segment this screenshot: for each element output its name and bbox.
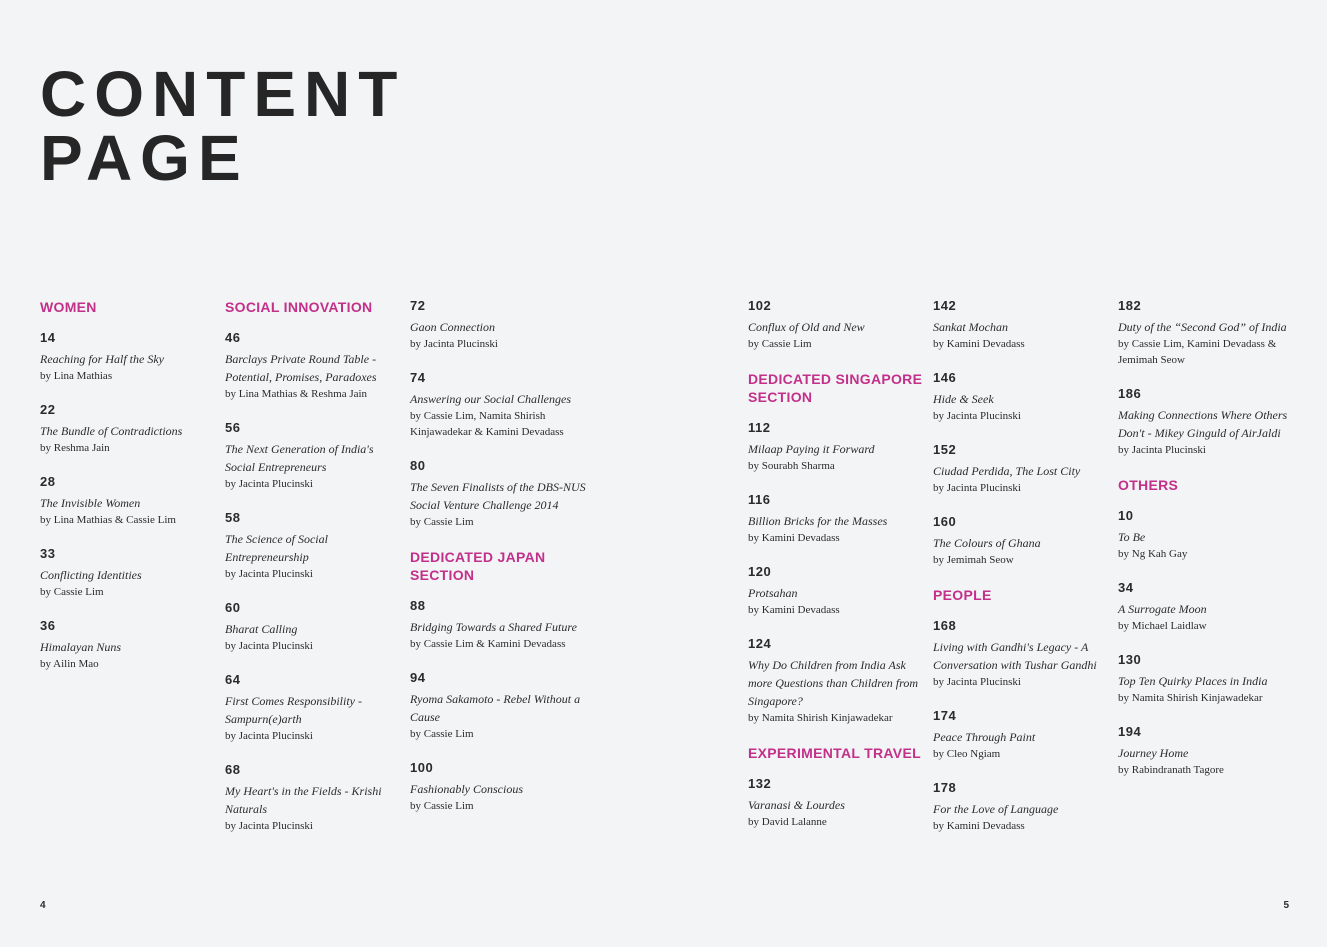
entry-title[interactable]: The Science of Social Entrepreneurship: [225, 532, 328, 564]
entry-author: by Jacinta Plucinski: [225, 820, 313, 832]
toc-column-2: [225, 298, 405, 852]
entry-author: by Jemimah Seow: [933, 554, 1014, 566]
toc-entry[interactable]: [225, 762, 405, 834]
entry-title[interactable]: Ryoma Sakamoto - Rebel Without a Cause: [410, 692, 581, 724]
toc-entry[interactable]: [40, 330, 220, 384]
entry-title[interactable]: Billion Bricks for the Masses: [748, 514, 888, 528]
entry-page-number: 112: [748, 420, 771, 435]
entry-author: by Jacinta Plucinski: [410, 338, 498, 350]
entry-title[interactable]: Duty of the “Second God” of India: [1118, 320, 1287, 334]
toc-entry[interactable]: [410, 670, 590, 742]
left-page-number: 4: [40, 900, 46, 911]
toc-entry[interactable]: [933, 370, 1113, 424]
entry-title[interactable]: Bharat Calling: [225, 622, 298, 636]
toc-entry[interactable]: [933, 780, 1113, 834]
entry-title[interactable]: Living with Gandhi's Legacy - A Conversation with Tushar Gandhi: [933, 640, 1097, 672]
toc-column-5: [933, 298, 1113, 852]
entry-page-number: 28: [40, 474, 56, 489]
entry-page-number: 22: [40, 402, 56, 417]
entry-author: by Cassie Lim, Kamini Devadass & Jemimah Seow: [1118, 338, 1277, 366]
entry-title[interactable]: Conflux of Old and New: [748, 320, 865, 334]
entry-page-number: 130: [1118, 652, 1142, 667]
entry-page-number: 56: [225, 420, 241, 435]
toc-entry[interactable]: [748, 636, 928, 726]
entry-title[interactable]: Gaon Connection: [410, 320, 495, 334]
toc-entry[interactable]: [40, 618, 220, 672]
toc-entry[interactable]: [40, 474, 220, 528]
toc-entry[interactable]: [748, 298, 928, 352]
toc-entry[interactable]: [225, 600, 405, 654]
entry-page-number: 142: [933, 298, 957, 313]
entry-page-number: 46: [225, 330, 241, 345]
entry-author: by Reshma Jain: [40, 442, 110, 454]
entry-page-number: 194: [1118, 724, 1142, 739]
toc-entry[interactable]: [410, 760, 590, 814]
entry-title[interactable]: The Colours of Ghana: [933, 536, 1041, 550]
page-title-line-2: PAGE: [40, 122, 249, 194]
entry-author: by Cassie Lim: [410, 800, 474, 812]
section-heading: WOMEN: [40, 299, 97, 315]
toc-entry[interactable]: [225, 672, 405, 744]
entry-page-number: 10: [1118, 508, 1134, 523]
toc-column-1: [40, 298, 220, 690]
entry-author: by Lina Mathias & Reshma Jain: [225, 388, 368, 400]
toc-entry[interactable]: [933, 514, 1113, 568]
entry-title[interactable]: First Comes Responsibility - Sampurn(e)arth: [225, 694, 362, 726]
entry-author: by Jacinta Plucinski: [933, 410, 1021, 422]
entry-page-number: 68: [225, 762, 241, 777]
entry-author: by Rabindranath Tagore: [1118, 764, 1224, 776]
entry-title[interactable]: Making Connections Where Others Don't - Mikey Ginguld of AirJaldi: [1118, 408, 1288, 440]
entry-page-number: 168: [933, 618, 957, 633]
entry-title[interactable]: Himalayan Nuns: [40, 640, 121, 654]
section-heading: OTHERS: [1118, 477, 1179, 493]
toc-entry[interactable]: [748, 492, 928, 546]
toc-entry[interactable]: [225, 420, 405, 492]
toc-entry[interactable]: [933, 298, 1113, 352]
section-heading: DEDICATED JAPAN SECTION: [410, 549, 546, 583]
toc-entry[interactable]: [1118, 580, 1298, 634]
toc-entry[interactable]: [1118, 508, 1298, 562]
page-title-line-1: CONTENT: [40, 58, 406, 130]
entry-title[interactable]: A Surrogate Moon: [1118, 602, 1207, 616]
entry-title[interactable]: The Invisible Women: [40, 496, 141, 510]
entry-author: by Jacinta Plucinski: [1118, 444, 1206, 456]
entry-author: by Kamini Devadass: [748, 604, 840, 616]
page-title: [40, 58, 406, 194]
entry-page-number: 72: [410, 298, 426, 313]
entry-title[interactable]: The Next Generation of India's Social Entrepreneurs: [225, 442, 374, 474]
entry-title[interactable]: Bridging Towards a Shared Future: [410, 620, 577, 634]
entry-page-number: 182: [1118, 298, 1142, 313]
entry-page-number: 120: [748, 564, 772, 579]
right-page-number: 5: [1283, 900, 1289, 911]
toc-entry[interactable]: [410, 370, 590, 440]
entry-page-number: 36: [40, 618, 56, 633]
entry-page-number: 124: [748, 636, 772, 651]
entry-page-number: 80: [410, 458, 426, 473]
entry-title[interactable]: Milaap Paying it Forward: [748, 442, 875, 456]
entry-page-number: 94: [410, 670, 426, 685]
toc-entry[interactable]: [410, 598, 590, 652]
entry-author: by Cassie Lim: [410, 728, 474, 740]
entry-author: by Jacinta Plucinski: [225, 640, 313, 652]
entry-author: by Ng Kah Gay: [1118, 548, 1188, 560]
toc-entry[interactable]: [1118, 652, 1298, 706]
toc-entry[interactable]: [1118, 298, 1298, 368]
entry-author: by Cassie Lim, Namita Shirish Kinjawadekar & Kamini Devadass: [410, 410, 564, 438]
entry-title[interactable]: My Heart's in the Fields - Krishi Naturals: [225, 784, 382, 816]
entry-author: by Namita Shirish Kinjawadekar: [1118, 692, 1263, 704]
entry-page-number: 132: [748, 776, 772, 791]
toc-entry[interactable]: [1118, 386, 1298, 458]
entry-author: by Cleo Ngiam: [933, 748, 1001, 760]
toc-entry[interactable]: [933, 442, 1113, 496]
entry-page-number: 174: [933, 708, 957, 723]
toc-entry[interactable]: [40, 546, 220, 600]
entry-title[interactable]: Top Ten Quirky Places in India: [1118, 674, 1268, 688]
toc-entry[interactable]: [225, 510, 405, 582]
toc-column-3: [410, 298, 590, 832]
entry-page-number: 64: [225, 672, 241, 687]
entry-author: by Kamini Devadass: [933, 338, 1025, 350]
section-heading: EXPERIMENTAL TRAVEL: [748, 745, 921, 761]
entry-page-number: 60: [225, 600, 241, 615]
entry-author: by Jacinta Plucinski: [225, 478, 313, 490]
toc-entry[interactable]: [748, 420, 928, 474]
entry-author: by Lina Mathias: [40, 370, 113, 382]
entry-page-number: 100: [410, 760, 434, 775]
entry-title[interactable]: Reaching for Half the Sky: [40, 352, 164, 366]
entry-author: by Kamini Devadass: [933, 820, 1025, 832]
toc-column-4: [748, 298, 928, 848]
entry-author: by Cassie Lim: [748, 338, 812, 350]
entry-author: by Jacinta Plucinski: [933, 676, 1021, 688]
entry-title[interactable]: Sankat Mochan: [933, 320, 1008, 334]
entry-author: by Namita Shirish Kinjawadekar: [748, 712, 893, 724]
toc-entry[interactable]: [748, 564, 928, 618]
entry-author: by Cassie Lim: [40, 586, 104, 598]
entry-title[interactable]: Journey Home: [1118, 746, 1189, 760]
entry-author: by Michael Laidlaw: [1118, 620, 1207, 632]
toc-entry[interactable]: [933, 708, 1113, 762]
entry-title[interactable]: Why Do Children from India Ask more Questions than Children from Singapore?: [748, 658, 918, 708]
entry-page-number: 186: [1118, 386, 1142, 401]
section-heading: DEDICATED SINGAPORE SECTION: [748, 371, 923, 405]
entry-page-number: 58: [225, 510, 241, 525]
toc-column-6: [1118, 298, 1298, 796]
entry-title[interactable]: To Be: [1118, 530, 1146, 544]
entry-title[interactable]: Peace Through Paint: [933, 730, 1036, 744]
entry-page-number: 74: [410, 370, 426, 385]
section-heading: PEOPLE: [933, 587, 992, 603]
entry-title[interactable]: Hide & Seek: [933, 392, 994, 406]
entry-author: by David Lalanne: [748, 816, 827, 828]
entry-page-number: 102: [748, 298, 772, 313]
entry-author: by Cassie Lim: [410, 516, 474, 528]
toc-entry[interactable]: [410, 298, 590, 352]
entry-page-number: 88: [410, 598, 426, 613]
entry-page-number: 116: [748, 492, 771, 507]
toc-entry[interactable]: [933, 618, 1113, 690]
entry-author: by Lina Mathias & Cassie Lim: [40, 514, 176, 526]
entry-page-number: 33: [40, 546, 56, 561]
entry-author: by Ailin Mao: [40, 658, 99, 670]
entry-title[interactable]: Answering our Social Challenges: [410, 392, 571, 406]
entry-page-number: 178: [933, 780, 957, 795]
entry-author: by Kamini Devadass: [748, 532, 840, 544]
entry-title[interactable]: The Seven Finalists of the DBS-NUS Social Venture Challenge 2014: [410, 480, 586, 512]
entry-author: by Sourabh Sharma: [748, 460, 835, 472]
toc-entry[interactable]: [410, 458, 590, 530]
entry-page-number: 152: [933, 442, 957, 457]
entry-page-number: 146: [933, 370, 957, 385]
toc-entry[interactable]: [748, 776, 928, 830]
entry-title[interactable]: Varanasi & Lourdes: [748, 798, 845, 812]
entry-author: by Jacinta Plucinski: [225, 568, 313, 580]
entry-author: by Jacinta Plucinski: [225, 730, 313, 742]
entry-author: by Jacinta Plucinski: [933, 482, 1021, 494]
entry-title[interactable]: Fashionably Conscious: [410, 782, 523, 796]
entry-title[interactable]: Ciudad Perdida, The Lost City: [933, 464, 1081, 478]
entry-page-number: 34: [1118, 580, 1134, 595]
toc-entry[interactable]: [225, 330, 405, 402]
entry-title[interactable]: Protsahan: [748, 586, 798, 600]
toc-entry[interactable]: [40, 402, 220, 456]
entry-title[interactable]: The Bundle of Contradictions: [40, 424, 183, 438]
entry-title[interactable]: Barclays Private Round Table - Potential, Promises, Paradoxes: [225, 352, 377, 384]
entry-page-number: 160: [933, 514, 957, 529]
entry-title[interactable]: For the Love of Language: [933, 802, 1059, 816]
entry-author: by Cassie Lim & Kamini Devadass: [410, 638, 566, 650]
toc-entry[interactable]: [1118, 724, 1298, 778]
entry-title[interactable]: Conflicting Identities: [40, 568, 142, 582]
entry-page-number: 14: [40, 330, 56, 345]
section-heading: SOCIAL INNOVATION: [225, 299, 373, 315]
